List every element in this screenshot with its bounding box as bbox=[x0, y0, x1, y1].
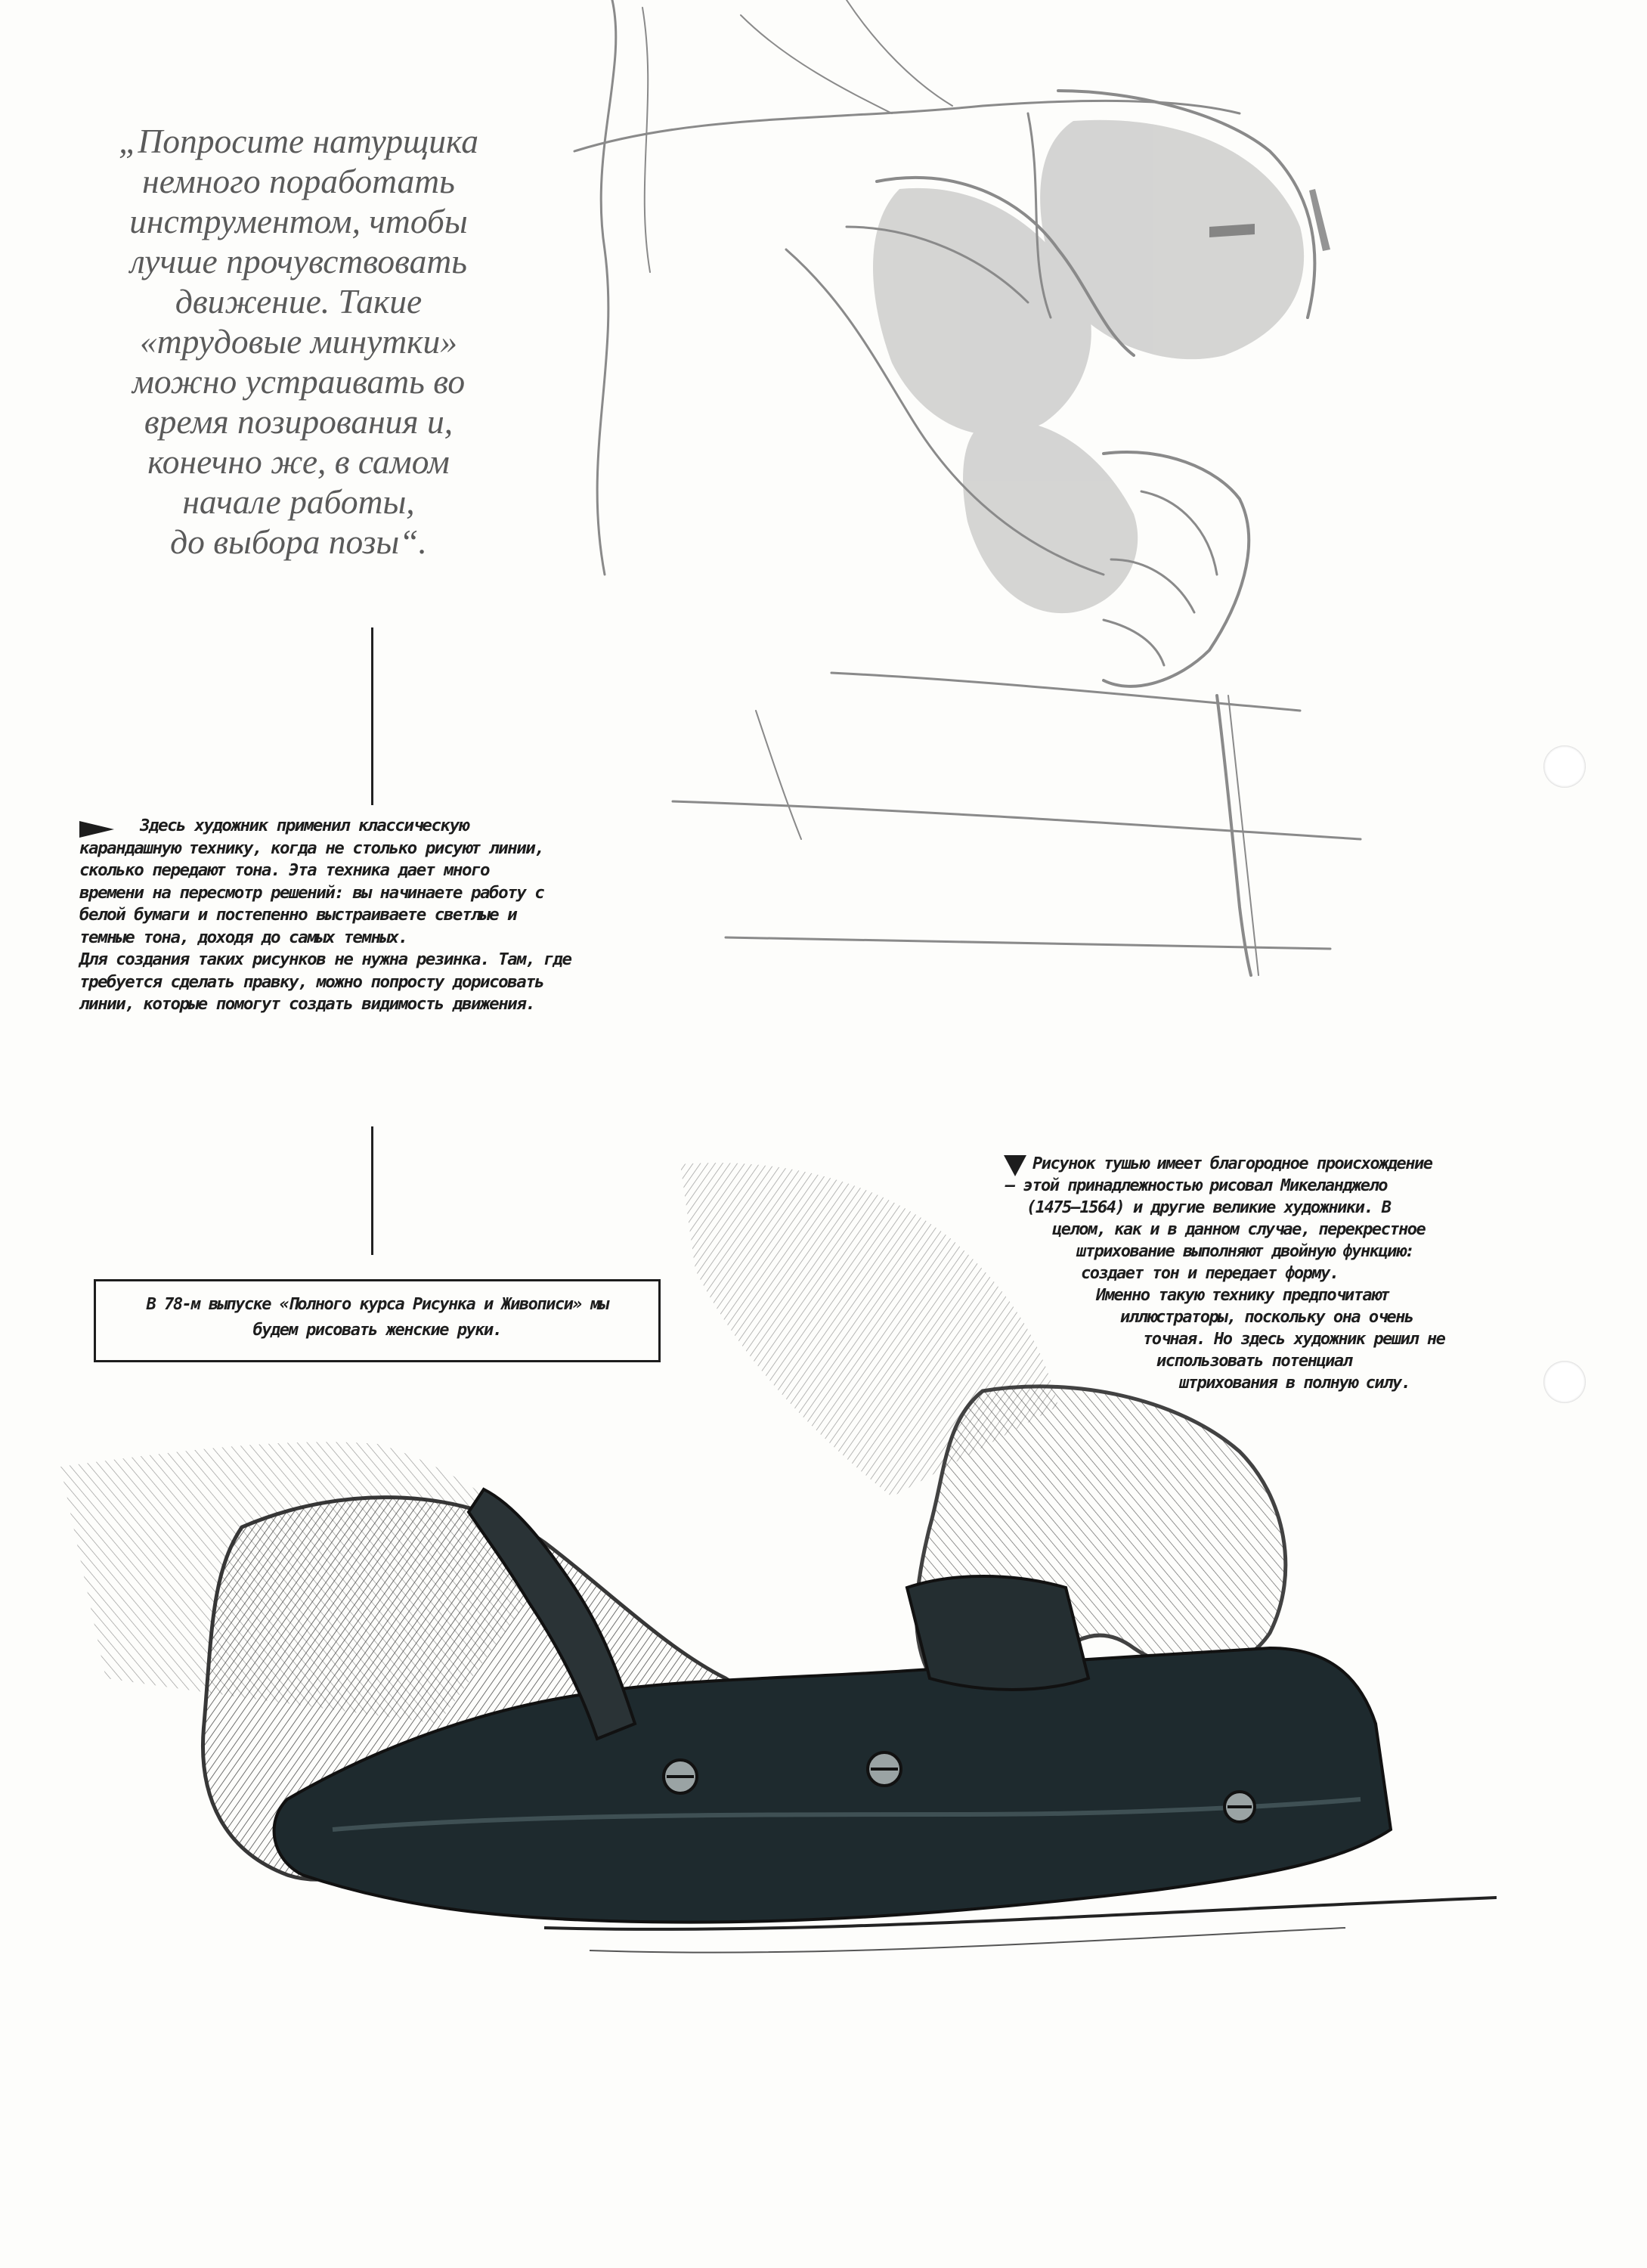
note-line: будем рисовать женские руки. bbox=[252, 1321, 502, 1340]
caption-line: требуется сделать правку, можно попросту дорисовать bbox=[79, 971, 544, 992]
caption-line: точная. Но здесь художник решил не bbox=[1143, 1330, 1445, 1349]
quote-line: начале работы, bbox=[182, 482, 415, 521]
caption-line: белой бумаги и постепенно выстраиваете светлые и bbox=[79, 905, 517, 925]
caption-line: (1475–1564) и другие великие художники. В bbox=[1026, 1198, 1391, 1217]
quote-line: инструментом, чтобы bbox=[129, 202, 468, 240]
caption-line: целом, как и в данном случае, перекрестное bbox=[1052, 1220, 1426, 1239]
caption-line: использовать потенциал bbox=[1156, 1352, 1352, 1371]
quote bbox=[72, 121, 525, 562]
quote-line: до выбора позы“. bbox=[170, 522, 427, 561]
quote-line: движение. Такие bbox=[175, 282, 423, 321]
caption-line: – этой принадлежностью рисовал Микеланджело bbox=[1005, 1176, 1388, 1195]
note-line: В 78-м выпуске «Полного курса Рисунка и Живописи» мы bbox=[146, 1295, 608, 1314]
quote-line: конечно же, в самом bbox=[147, 442, 450, 481]
ink-plane-illustration bbox=[60, 1149, 1497, 2041]
caption-line: темные тона, доходя до самых темных. bbox=[79, 927, 407, 947]
caption-line: иллюстраторы, поскольку она очень bbox=[1120, 1308, 1413, 1327]
connector-line bbox=[371, 627, 373, 805]
quote-line: время позирования и, bbox=[144, 402, 454, 441]
caption-line: Именно такую технику предпочитают bbox=[1096, 1286, 1389, 1305]
caption-line: сколько передают тона. Эта техника дает много bbox=[79, 860, 490, 880]
caption-line: Для создания таких рисунков не нужна резинка. Там, где bbox=[79, 950, 571, 969]
pencil-technique-caption bbox=[79, 815, 571, 1016]
quote-line: можно устраивать во bbox=[132, 362, 466, 401]
quote-line: „Попросите натурщика bbox=[119, 122, 478, 160]
caption-line: Рисунок тушью имеет благородное происхождение bbox=[1032, 1154, 1432, 1173]
arrow-right-icon bbox=[79, 821, 114, 838]
pencil-hand-illustration bbox=[559, 0, 1398, 998]
caption-line: карандашную технику, когда не столько рисуют линии, bbox=[79, 838, 544, 858]
caption-line: времени на пересмотр решений: вы начинаете работу с bbox=[79, 882, 544, 903]
caption-line: штрихования в полную силу. bbox=[1179, 1374, 1410, 1393]
caption-line: штрихование выполняют двойную функцию: bbox=[1076, 1242, 1414, 1261]
quote-line: немного поработать bbox=[142, 162, 455, 200]
caption-line: линии, которые помогут создать видимость движения. bbox=[79, 994, 535, 1014]
quote-line: лучше прочувствовать bbox=[130, 242, 467, 280]
caption-line: создает тон и передает форму. bbox=[1081, 1264, 1339, 1283]
binder-hole bbox=[1543, 1361, 1586, 1403]
quote-line: «трудовые минутки» bbox=[140, 322, 457, 361]
binder-hole bbox=[1543, 745, 1586, 788]
caption-line: Здесь художник применил классическую bbox=[140, 816, 468, 835]
